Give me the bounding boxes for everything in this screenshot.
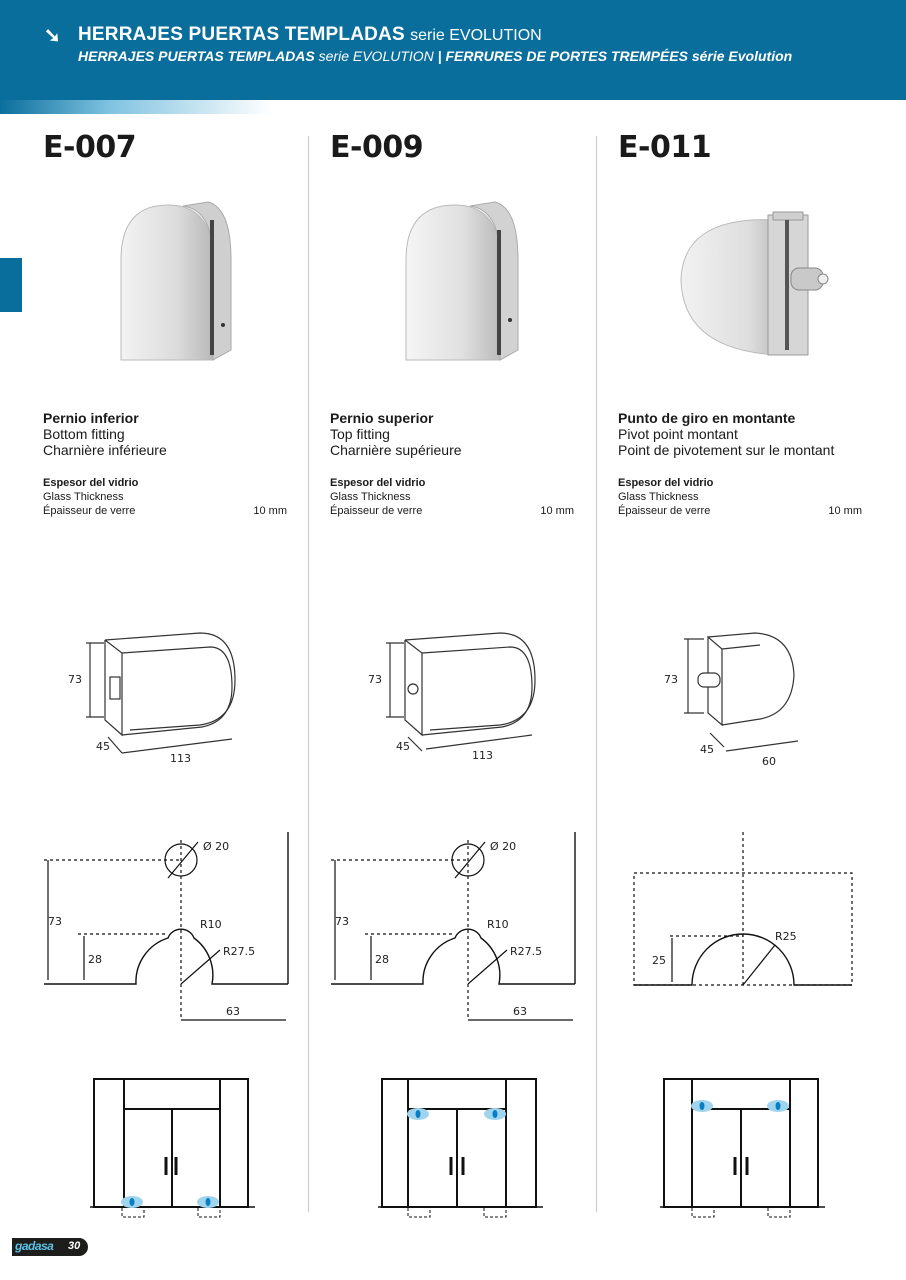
product-column-e009: [330, 130, 580, 517]
cutout-drawing-e011: [630, 830, 860, 1000]
dim-length: 60: [762, 755, 776, 768]
door-diagram-e007: [90, 1075, 260, 1220]
brand-logo: gadasa: [15, 1239, 54, 1253]
cut-w: 63: [513, 1005, 527, 1018]
column-divider: [308, 136, 309, 1212]
dim-depth: 45: [396, 740, 410, 753]
product-code: E-011: [618, 130, 712, 165]
cut-r1: R10: [200, 918, 222, 931]
name-fr: Charnière inférieure: [43, 442, 167, 458]
spec-block: [618, 476, 862, 518]
header-title-bold: HERRAJES PUERTAS TEMPLADAS: [78, 24, 405, 45]
product-column-e011: [618, 130, 868, 517]
pivot-photo: [673, 200, 843, 380]
cut-r2: R27.5: [510, 945, 543, 958]
dim-length: 113: [170, 752, 191, 765]
dim-depth: 45: [700, 743, 714, 756]
name-es: Punto de giro en montante: [618, 410, 796, 426]
name-es: Pernio superior: [330, 410, 434, 426]
cut-r2: R27.5: [223, 945, 256, 958]
dimension-drawing-e011: [660, 625, 810, 775]
spec-en: Glass Thickness: [43, 491, 124, 503]
dim-height: 73: [368, 673, 382, 686]
cutout-drawing-e009: [327, 830, 582, 1030]
page-number: 30: [68, 1240, 81, 1252]
header-subtitle: [78, 48, 792, 64]
spec-en: Glass Thickness: [330, 491, 411, 503]
spec-value: 10 mm: [540, 505, 574, 517]
spec-value: 10 mm: [253, 505, 287, 517]
spec-block: [43, 476, 287, 518]
spec-block: [330, 476, 574, 518]
name-en: Pivot point montant: [618, 426, 738, 442]
dim-height: 73: [68, 673, 82, 686]
dimension-drawing-e009: [360, 625, 550, 775]
product-column-e007: [43, 130, 293, 517]
spec-es: Espesor del vidrio: [330, 477, 426, 489]
product-description: [43, 410, 167, 458]
name-es: Pernio inferior: [43, 410, 139, 426]
name-fr: Point de pivotement sur le montant: [618, 442, 835, 458]
subtitle-part2: serie EVOLUTION: [318, 48, 434, 64]
subtitle-sep: |: [437, 48, 442, 64]
product-description: [618, 410, 834, 458]
header-gradient-bar: [0, 100, 906, 114]
hinge-photo: [400, 200, 540, 380]
spec-value: 10 mm: [828, 505, 862, 517]
cut-w: 63: [226, 1005, 240, 1018]
cut-h2: 28: [88, 953, 102, 966]
product-code: E-007: [43, 130, 137, 165]
dim-length: 113: [472, 749, 493, 762]
side-tab: [0, 258, 22, 312]
page-header: [0, 0, 906, 100]
name-fr: Charnière supérieure: [330, 442, 462, 458]
cut-h: 25: [652, 954, 666, 967]
header-title: [78, 24, 542, 46]
dim-height: 73: [664, 673, 678, 686]
hinge-photo: [113, 200, 253, 380]
cut-h: 73: [48, 915, 62, 928]
arrow-icon: ➘: [44, 25, 61, 47]
door-diagram-e009: [378, 1075, 548, 1220]
spec-en: Glass Thickness: [618, 491, 699, 503]
cut-hole: Ø 20: [203, 840, 230, 853]
subtitle-part3: FERRURES DE PORTES TREMPÉES série Evolution: [445, 48, 793, 64]
subtitle-part1: HERRAJES PUERTAS TEMPLADAS: [78, 48, 315, 64]
cutout-drawing-e007: [40, 830, 295, 1030]
dim-depth: 45: [96, 740, 110, 753]
spec-fr: Épaisseur de verre: [618, 505, 711, 517]
spec-fr: Épaisseur de verre: [43, 505, 136, 517]
cut-hole: Ø 20: [490, 840, 517, 853]
cut-r1: R10: [487, 918, 509, 931]
spec-fr: Épaisseur de verre: [330, 505, 423, 517]
spec-es: Espesor del vidrio: [618, 477, 714, 489]
product-code: E-009: [330, 130, 424, 165]
column-divider: [596, 136, 597, 1212]
name-en: Top fitting: [330, 426, 390, 442]
cut-h2: 28: [375, 953, 389, 966]
header-title-series: serie EVOLUTION: [410, 27, 542, 44]
dimension-drawing-e007: [60, 625, 250, 775]
cut-r: R25: [775, 930, 797, 943]
door-diagram-e011: [660, 1075, 830, 1220]
footer-logo: [12, 1238, 88, 1256]
product-description: [330, 410, 462, 458]
spec-es: Espesor del vidrio: [43, 477, 139, 489]
cut-h: 73: [335, 915, 349, 928]
name-en: Bottom fitting: [43, 426, 125, 442]
